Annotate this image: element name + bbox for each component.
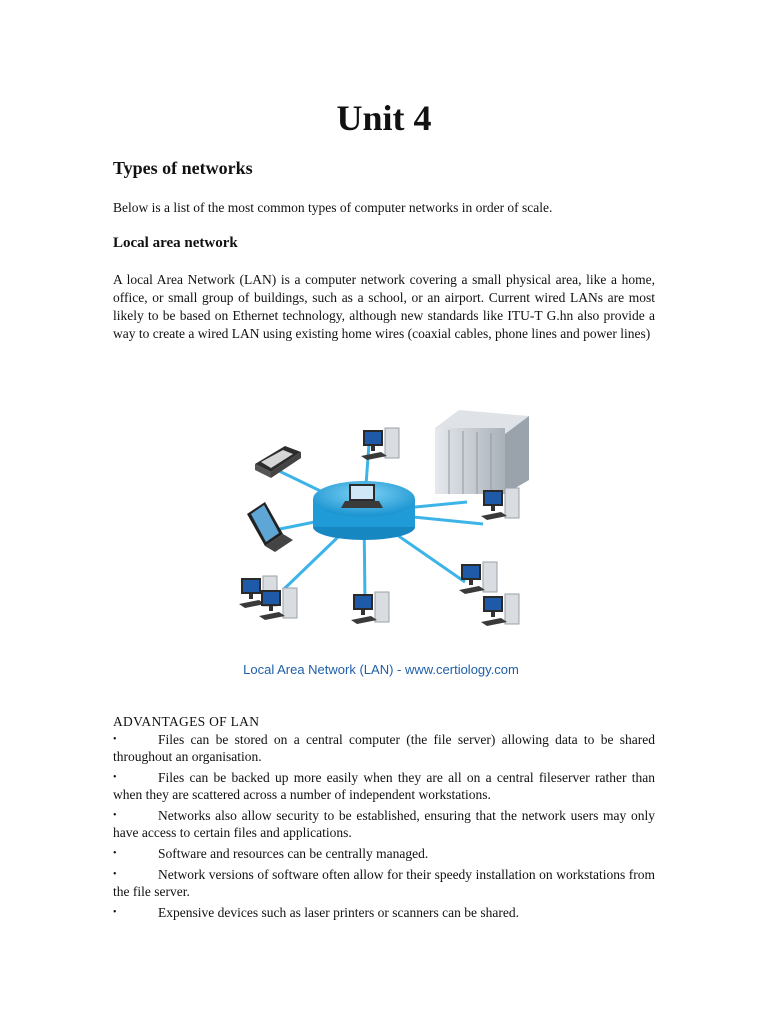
advantages-heading: ADVANTAGES OF LAN — [113, 714, 260, 729]
list-item-text: Expensive devices such as laser printers or scanners can be shared. — [158, 905, 519, 920]
hub-switch — [313, 481, 415, 540]
list-item-text: Files can be backed up more easily when they are all on a central fileserver rather than when they are scattered across a number of independent workstations. — [113, 770, 655, 802]
lan-diagram-figure — [197, 384, 565, 684]
workstation-icon — [459, 562, 497, 594]
bullet-icon: • — [113, 869, 117, 880]
bullet-icon: • — [113, 848, 117, 859]
workstation-icon — [259, 588, 297, 620]
subheading-lan: Local area network — [113, 235, 238, 251]
intro-paragraph: Below is a list of the most common types of computer networks in order of scale. — [113, 200, 553, 215]
workstation-icon — [481, 488, 519, 520]
bullet-icon: • — [113, 907, 117, 918]
bullet-icon: • — [113, 772, 117, 783]
workstation-icon — [481, 594, 519, 626]
list-item — [113, 904, 655, 921]
list-item — [113, 807, 655, 841]
page-title: Unit 4 — [336, 98, 432, 138]
advantages-list — [113, 731, 655, 925]
workstation-icon — [361, 428, 399, 460]
list-item-text: Networks also allow security to be established, ensuring that the network users may only have access to certain files and applications. — [113, 808, 655, 840]
printer-icon — [255, 446, 301, 478]
list-item — [113, 845, 655, 862]
lan-diagram — [197, 384, 565, 684]
section-heading: Types of networks — [113, 158, 253, 178]
list-item — [113, 866, 655, 900]
bullet-icon: • — [113, 810, 117, 821]
list-item-text: Software and resources can be centrally managed. — [158, 846, 429, 861]
bullet-icon: • — [113, 734, 117, 745]
list-item — [113, 769, 655, 803]
list-item — [113, 731, 655, 765]
lan-paragraph: A local Area Network (LAN) is a computer network covering a small physical area, like a home, office, or small group of buildings, such as a school, or an airport. Current wired LANs are most likely to be based on Ethernet technology, although new standards like ITU-T G.hn also provide a way to create a wired LAN using existing home wires (coaxial cables, phone lines and power lines) — [113, 272, 655, 341]
file-server-icon — [435, 410, 529, 494]
list-item-text: Network versions of software often allow for their speedy installation on workstations from the file server. — [113, 867, 655, 899]
list-item-text: Files can be stored on a central computer (the file server) allowing data to be shared throughout an organisation. — [113, 732, 655, 764]
figure-caption: Local Area Network (LAN) - www.certiology.com — [243, 662, 519, 677]
workstation-icon — [351, 592, 389, 624]
